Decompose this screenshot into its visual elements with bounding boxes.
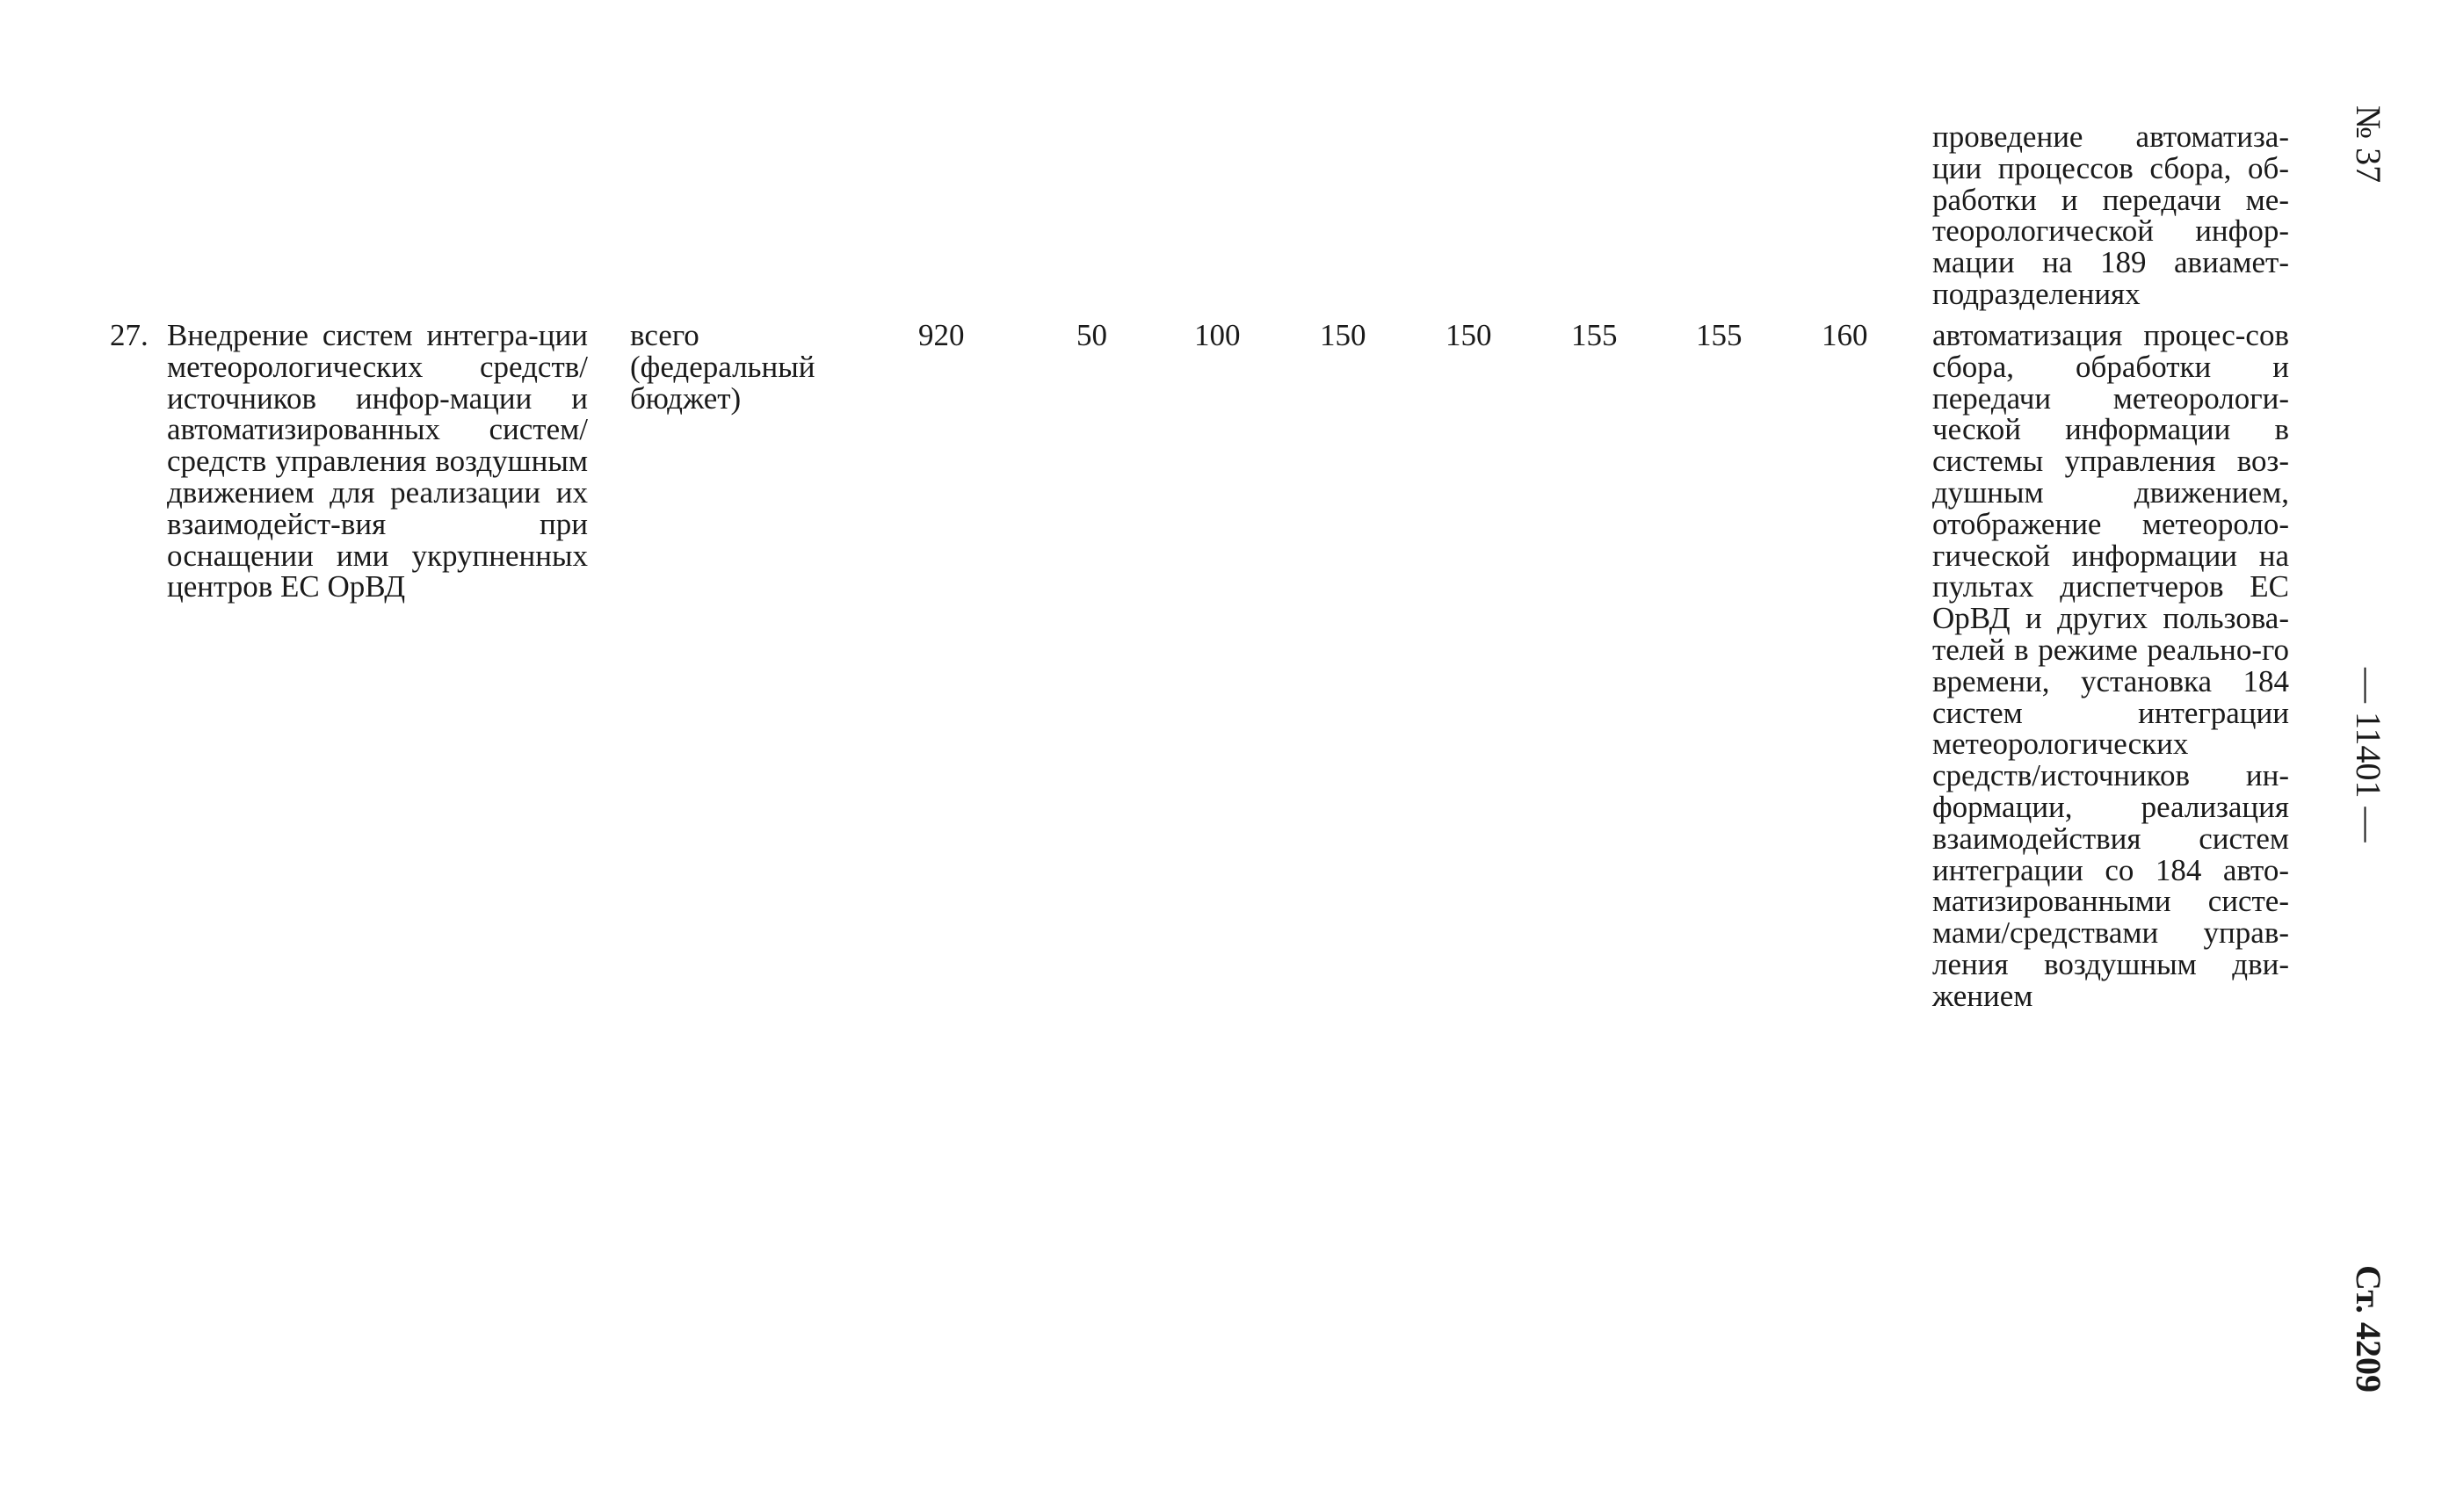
- article-number: Ст. 4209: [2349, 1265, 2388, 1393]
- page-number: — 11401 —: [2349, 668, 2388, 843]
- year-value-7: 160: [1822, 318, 1868, 352]
- year-value-1: 50: [1076, 318, 1107, 352]
- measure-name: Внедрение систем интегра-ции метеорологических средств/источников инфор-мации и автоматизированных систем/средств управления воздушным движением для реализации их взаимодейст-вия при оснащении ими укрупненных центров ЕС ОрВД: [167, 318, 588, 604]
- issue-number: № 37: [2349, 105, 2388, 184]
- year-value-6: 155: [1696, 318, 1743, 352]
- year-value-4: 150: [1445, 318, 1492, 352]
- expected-result: автоматизация процес-сов сбора, обработки и передачи метеорологи-ческой информации в системы управления воз-душным движением, отображение метеороло-гической информации на пультах диспетчеров ЕС ОрВД и других пользова-телей в режиме реально-го времени, установка 184 систем интеграции метеорологических средств/источников ин-формации, реализация взаимодействия систем интеграции со 184 авто-матизированными систе-мами/средствами управ-ления воздушным дви-жением: [1932, 318, 2289, 1013]
- funding-source: всего (федеральный бюджет): [630, 318, 815, 416]
- year-value-2: 100: [1194, 318, 1241, 352]
- top-row-description: проведение автоматиза-ции процессов сбора, об-работки и передачи ме-теорологической инфор-мации на 189 авиамет-подразделениях: [1932, 119, 2289, 311]
- year-value-3: 150: [1320, 318, 1366, 352]
- year-value-5: 155: [1571, 318, 1618, 352]
- total-amount: 920: [918, 318, 965, 352]
- row-number: 27.: [110, 318, 149, 352]
